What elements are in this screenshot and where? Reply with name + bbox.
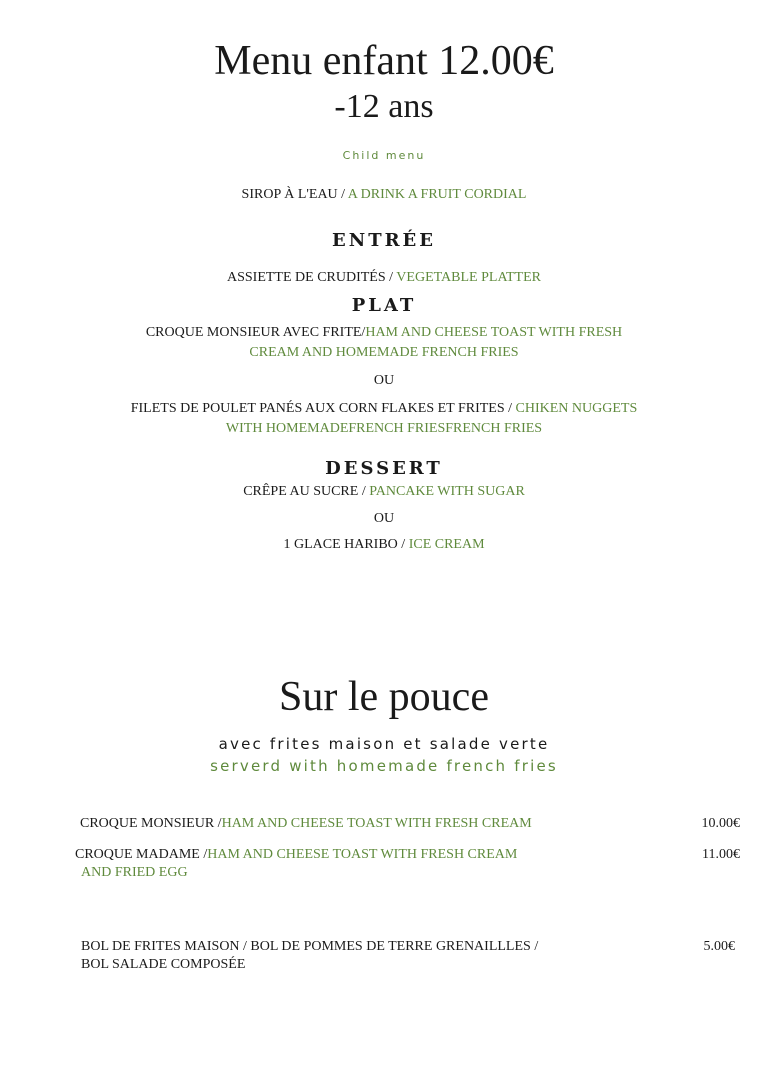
kids-menu-title: Menu enfant 12.00€ <box>214 38 554 84</box>
snack-item-croque-monsieur <box>80 814 660 834</box>
snack-item-fr: CROQUE MADAME / <box>75 847 208 862</box>
snack-item-en: HAM AND CHEESE TOAST WITH FRESH CREAM <box>207 847 518 862</box>
kids-main-2 <box>0 399 768 419</box>
dessert-heading: DESSERT <box>325 458 443 479</box>
kids-main-1 <box>0 323 768 343</box>
snack-item-price: 10.00€ <box>701 816 740 831</box>
kids-main-2-en-line1: CHIKEN NUGGETS <box>515 401 638 416</box>
or-separator-1: OU <box>373 373 395 388</box>
kids-menu-age: -12 ans <box>334 88 434 125</box>
kids-dessert-2-en: ICE CREAM <box>408 537 485 552</box>
snack-item-fr: CROQUE MONSIEUR / <box>80 816 222 831</box>
snack-item-en: HAM AND CHEESE TOAST WITH FRESH CREAM <box>221 816 532 831</box>
kids-main-1-fr: CROQUE MONSIEUR AVEC FRITE/ <box>145 325 366 340</box>
kids-starter-fr: ASSIETTE DE CRUDITÉS / <box>226 270 397 285</box>
kids-drink-fr: SIROP À L'EAU / <box>241 187 348 202</box>
snacks-subtitle-en: serverd with homemade french fries <box>210 757 558 775</box>
sides-price: 5.00€ <box>703 939 735 954</box>
sides-line2: BOL SALADE COMPOSÉE <box>81 957 246 972</box>
or-separator-2: OU <box>373 511 395 526</box>
kids-main-1-en-line1: HAM AND CHEESE TOAST WITH FRESH <box>365 325 623 340</box>
kids-starter-en: VEGETABLE PLATTER <box>396 270 541 285</box>
starter-heading: ENTRÉE <box>332 230 436 251</box>
kids-dessert-1 <box>0 482 768 502</box>
kids-starter <box>0 268 768 288</box>
kids-drink-en: A DRINK A FRUIT CORDIAL <box>347 187 527 202</box>
kids-drink <box>0 185 768 205</box>
snacks-title: Sur le pouce <box>279 674 489 720</box>
snack-item-croque-madame <box>75 845 655 865</box>
sides-line1: BOL DE FRITES MAISON / BOL DE POMMES DE TERRE GRENAILLLES / <box>81 939 539 954</box>
kids-menu-subtitle: Child menu <box>342 149 426 162</box>
snacks-subtitle-fr: avec frites maison et salade verte <box>218 735 550 753</box>
kids-dessert-1-fr: CRÊPE AU SUCRE / <box>243 484 370 499</box>
kids-dessert-2-fr: 1 GLACE HARIBO / <box>283 537 409 552</box>
main-heading: PLAT <box>351 295 417 316</box>
snack-item-price: 11.00€ <box>702 847 740 862</box>
kids-main-2-en-line2: WITH HOMEMADEFRENCH FRIESFRENCH FRIES <box>225 421 543 436</box>
kids-dessert-1-en: PANCAKE WITH SUGAR <box>369 484 525 499</box>
kids-main-2-fr: FILETS DE POULET PANÉS AUX CORN FLAKES ET FRITES / <box>130 401 516 416</box>
kids-main-1-en-line2: CREAM AND HOMEMADE FRENCH FRIES <box>249 345 519 360</box>
kids-dessert-2 <box>0 535 768 555</box>
snack-item-en-line2: AND FRIED EGG <box>81 865 188 880</box>
